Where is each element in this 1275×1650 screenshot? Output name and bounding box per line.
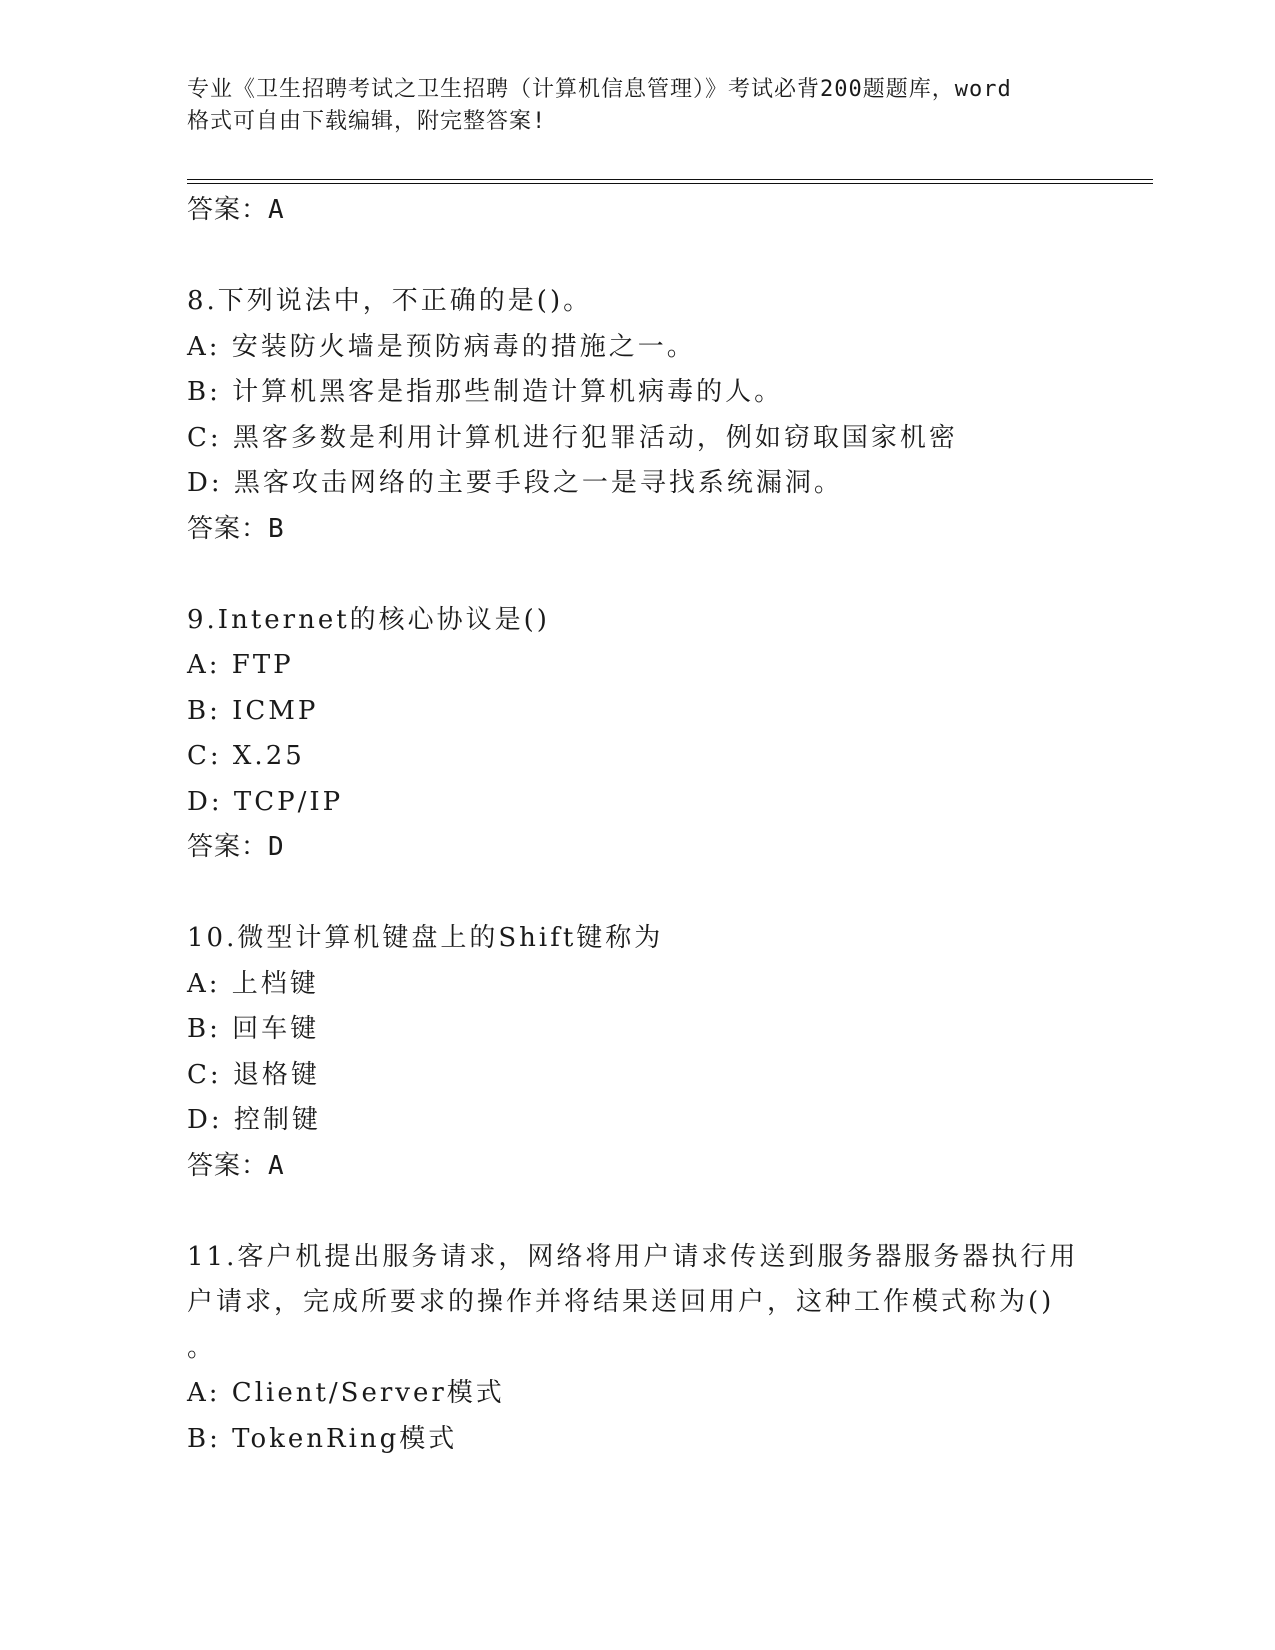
spacer [187,234,1137,280]
answer-line: 答案：D [187,832,285,862]
option-b: B: TokenRing模式 [187,1423,458,1454]
question-stem: 9.Internet的核心协议是() [187,604,550,635]
option-b: B: 计算机黑客是指那些制造计算机病毒的人。 [187,377,784,407]
option-d: D: 黑客攻击网络的主要手段之一是寻找系统漏洞。 [187,468,843,498]
spacer [187,552,1137,598]
header-line-1: 专业《卫生招聘考试之卫生招聘（计算机信息管理）》考试必背200题题库，word [187,77,1012,102]
document-header [187,74,1087,138]
option-c: C: X.25 [187,741,305,771]
question-stem-line-2: 户请求，完成所要求的操作并将结果送回用户，这种工作模式称为() [187,1287,1055,1317]
option-c: C: 黑客多数是利用计算机进行犯罪活动，例如窃取国家机密 [187,422,958,453]
spacer [187,1189,1137,1235]
header-rule-top [187,179,1153,180]
question-stem-line-1: 11.客户机提出服务请求，网络将用户请求传送到服务器服务器执行用 [187,1241,1079,1272]
option-b: B: 回车键 [187,1014,320,1044]
option-a: A: FTP [187,650,294,680]
option-d: D: TCP/IP [187,786,344,817]
option-a: A: Client/Server模式 [187,1378,505,1408]
option-b: B: ICMP [187,695,319,726]
option-a: A: 安装防火墙是预防病毒的措施之一。 [187,331,696,362]
option-c: C: 退格键 [187,1059,320,1090]
spacer [187,871,1137,917]
question-stem: 10.微型计算机键盘上的Shift键称为 [187,923,664,953]
header-line-2: 格式可自由下载编辑，附完整答案! [187,109,547,134]
question-list [187,188,1137,1462]
answer-line: 答案：A [187,1150,285,1181]
question-stem: 8.下列说法中，不正确的是()。 [187,286,593,316]
question-stem-line-3: 。 [187,1332,217,1363]
option-a: A: 上档键 [187,968,319,999]
option-d: D: 控制键 [187,1105,321,1135]
answer-line: 答案：B [187,513,285,544]
header-rule-bottom [187,183,1153,184]
answer-line: 答案：A [187,195,285,225]
